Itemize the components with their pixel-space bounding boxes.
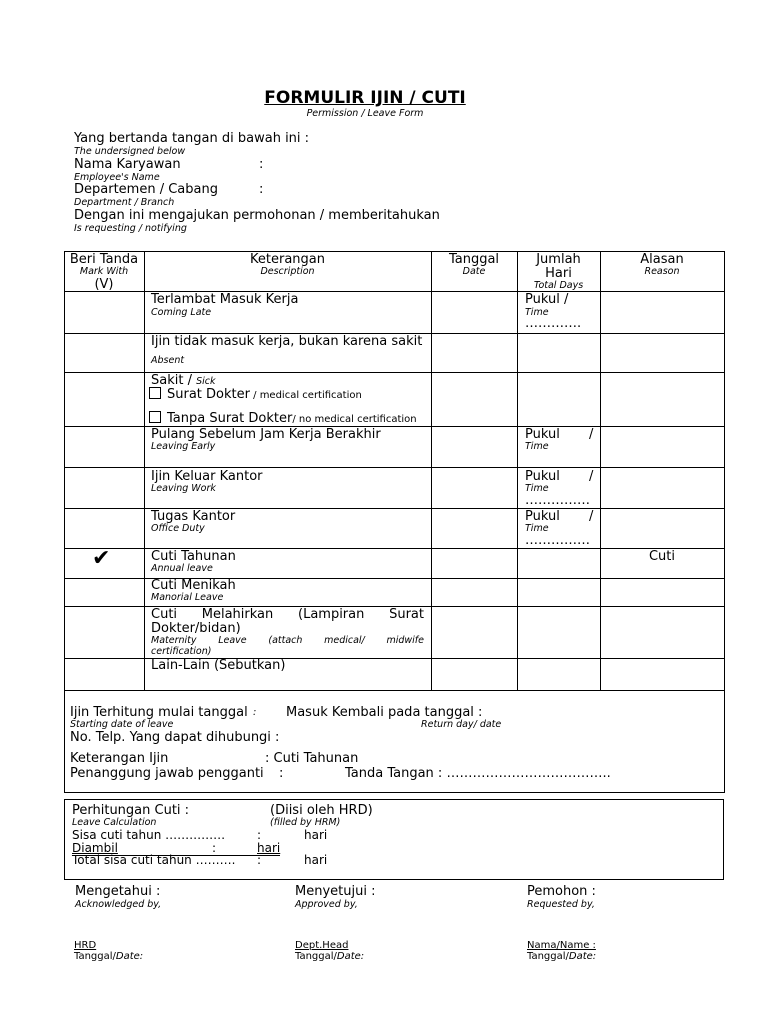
employee-name-label-en: Employee's Name — [74, 172, 160, 183]
row-leaving-work-pukul: Pukul — [525, 469, 560, 484]
row-coming-late-dots[interactable]: …………. — [525, 316, 582, 331]
signature-field[interactable]: Tanda Tangan : ……………………………….. — [345, 766, 611, 781]
maternity-word-1: Cuti — [151, 607, 178, 622]
checkbox-no-doctor[interactable] — [149, 411, 161, 423]
row-leaving-work-time: Time — [525, 483, 549, 494]
option-doctor-label: Surat Dokter — [167, 387, 250, 402]
start-date-en: Starting date of leave — [70, 719, 174, 730]
row-leaving-early-time: Time — [525, 441, 549, 452]
row-absent-en: Absent — [151, 355, 185, 366]
return-date-en: Return day/ date — [421, 719, 502, 730]
request-label: Pemohon : — [527, 884, 596, 899]
header-days: Jumlah — [536, 252, 581, 267]
row-leaving-early-pukul: Pukul — [525, 427, 560, 442]
row-sick-option-doctor[interactable] — [149, 387, 362, 402]
maternity-en-word-5: midwife — [386, 635, 424, 646]
row-coming-late-time: Time — [525, 307, 549, 318]
row-sick-en: Sick — [196, 376, 216, 387]
calc-taken-colon: : — [212, 841, 217, 855]
calc-hrd-note-en: (filled by HRM) — [270, 817, 341, 828]
calc-total-unit: hari — [304, 853, 328, 867]
department-label-en: Department / Branch — [74, 197, 175, 208]
form-title: FORMULIR IJIN / CUTI — [264, 88, 466, 108]
maternity-word-2: Melahirkan — [201, 607, 274, 622]
undersigned-label-en: The undersigned below — [74, 146, 186, 157]
department-label: Departemen / Cabang — [74, 182, 218, 197]
row-office-duty-dots[interactable]: …………… — [525, 533, 590, 548]
row-maternity-en-2: certification) — [151, 646, 212, 657]
calc-taken-label: Diambil — [72, 841, 118, 855]
row-annual-leave-en: Annual leave — [151, 563, 213, 574]
row-maternity-label — [151, 607, 424, 622]
row-maternity-en — [151, 635, 424, 646]
checkbox-doctor[interactable] — [149, 387, 161, 399]
row-leaving-early-en: Leaving Early — [151, 441, 216, 452]
undersigned-label: Yang bertanda tangan di bawah ini : — [74, 131, 310, 146]
calc-title-en: Leave Calculation — [72, 817, 157, 828]
request-label-en: Requested by, — [527, 899, 595, 910]
calc-remaining-colon: : — [257, 828, 262, 842]
requesting-label: Dengan ini mengajukan permohonan / memberitahukan — [74, 208, 440, 223]
calc-remaining-unit: hari — [304, 828, 328, 842]
calc-total-label: Total sisa cuti tahun ………. — [72, 853, 236, 867]
row-leaving-work-dots[interactable]: …………… — [525, 493, 590, 508]
calc-remaining-label: Sisa cuti tahun …………… — [72, 828, 226, 842]
row-marriage-en: Manorial Leave — [151, 592, 224, 603]
approve-label: Menyetujui : — [295, 884, 376, 899]
row-office-duty-time: Time — [525, 523, 549, 534]
row-office-duty-slash: / — [589, 509, 594, 524]
row-absent-label: Ijin tidak masuk kerja, bukan karena sakit — [151, 334, 423, 349]
approve-label-en: Approved by, — [295, 899, 358, 910]
header-date: Tanggal — [448, 252, 500, 267]
hrd-signature-label: HRD — [74, 940, 97, 951]
maternity-en-word-4: medical/ — [324, 635, 365, 646]
header-reason: Alasan — [640, 252, 684, 267]
header-mark-v: (V) — [94, 277, 114, 292]
calc-hrd-note: (Diisi oleh HRD) — [270, 803, 373, 818]
maternity-word-4: Surat — [389, 607, 424, 622]
row-sick-option-no-doctor[interactable] — [149, 411, 417, 426]
maternity-word-3: (Lampiran — [298, 607, 365, 622]
row-coming-late-label: Terlambat Masuk Kerja — [151, 292, 299, 307]
row-sick-text: Sakit / — [151, 373, 197, 388]
calc-title: Perhitungan Cuti : — [72, 803, 190, 818]
start-date-label: Ijin Terhitung mulai tanggal — [70, 705, 248, 720]
row-leaving-work-slash: / — [589, 469, 594, 484]
row-leaving-early-label: Pulang Sebelum Jam Kerja Berakhir — [151, 427, 381, 442]
header-days-2: Hari — [545, 266, 572, 281]
calc-taken-unit: hari — [257, 841, 281, 855]
header-desc: Keterangan — [250, 252, 325, 267]
start-date-colon: : — [253, 707, 257, 718]
row-leaving-work-en: Leaving Work — [151, 483, 216, 494]
requester-name-label[interactable]: Nama/Name : — [527, 940, 596, 951]
row-marriage-label: Cuti Menikah — [151, 578, 236, 593]
header-desc-en: Description — [260, 266, 315, 277]
hrd-date-en: Date: — [115, 951, 144, 962]
employee-name-colon: : — [259, 157, 264, 172]
header-reason-en: Reason — [644, 266, 680, 277]
dept-head-date-prefix: Tanggal/ — [295, 951, 337, 962]
row-coming-late-en: Coming Late — [151, 307, 212, 318]
row-others-label: Lain-Lain (Sebutkan) — [151, 658, 286, 673]
substitute-label: Penanggung jawab pengganti — [70, 766, 264, 781]
row-office-duty-en: Office Duty — [151, 523, 205, 534]
row-office-duty-label: Tugas Kantor — [151, 509, 236, 524]
form-subtitle: Permission / Leave Form — [306, 108, 424, 119]
header-days-en: Total Days — [533, 280, 584, 291]
row-maternity-label-2: Dokter/bidan) — [151, 621, 241, 636]
leave-note-value[interactable]: : Cuti Tahunan — [265, 751, 359, 766]
requester-date-en: Date: — [568, 951, 597, 962]
row-annual-leave-reason[interactable]: Cuti — [648, 549, 676, 564]
leave-note-label: Keterangan Ijin — [70, 751, 169, 766]
row-leaving-work-label: Ijin Keluar Kantor — [151, 469, 263, 484]
department-colon: : — [259, 182, 264, 197]
row-office-duty-pukul: Pukul — [525, 509, 560, 524]
option-no-doctor-label: Tanpa Surat Dokter — [167, 411, 293, 426]
return-date-label: Masuk Kembali pada tanggal : — [286, 705, 483, 720]
dept-head-date-en: Date: — [336, 951, 365, 962]
header-mark-en: Mark With — [79, 266, 129, 277]
substitute-colon: : — [279, 766, 284, 781]
dept-head-signature-label: Dept.Head — [295, 940, 349, 951]
maternity-en-word-1: Maternity — [151, 635, 197, 646]
requester-date-prefix: Tanggal/ — [527, 951, 569, 962]
calc-total-colon: : — [257, 853, 262, 867]
requester-date-label — [527, 951, 596, 962]
requesting-label-en: Is requesting / notifying — [74, 223, 187, 234]
phone-label: No. Telp. Yang dapat dihubungi : — [70, 730, 280, 745]
header-date-en: Date — [462, 266, 486, 277]
header-mark: Beri Tanda — [69, 252, 139, 267]
hrd-date-label — [74, 951, 143, 962]
ack-label: Mengetahui : — [75, 884, 161, 899]
option-doctor-en: / medical certification — [249, 390, 362, 401]
option-no-doctor-en: / no medical certification — [292, 414, 417, 425]
maternity-en-word-2: Leave — [218, 635, 247, 646]
row-sick-label — [151, 373, 216, 388]
row-leaving-early-slash: / — [589, 427, 594, 442]
ack-label-en: Acknowledged by, — [75, 899, 162, 910]
row-annual-leave-label: Cuti Tahunan — [151, 549, 236, 564]
hrd-date-prefix: Tanggal/ — [74, 951, 116, 962]
maternity-en-word-3: (attach — [268, 635, 303, 646]
annual-leave-checkmark[interactable]: ✔ — [92, 546, 111, 571]
row-coming-late-pukul: Pukul / — [525, 292, 569, 307]
employee-name-label: Nama Karyawan — [74, 157, 181, 172]
dept-head-date-label — [295, 951, 364, 962]
